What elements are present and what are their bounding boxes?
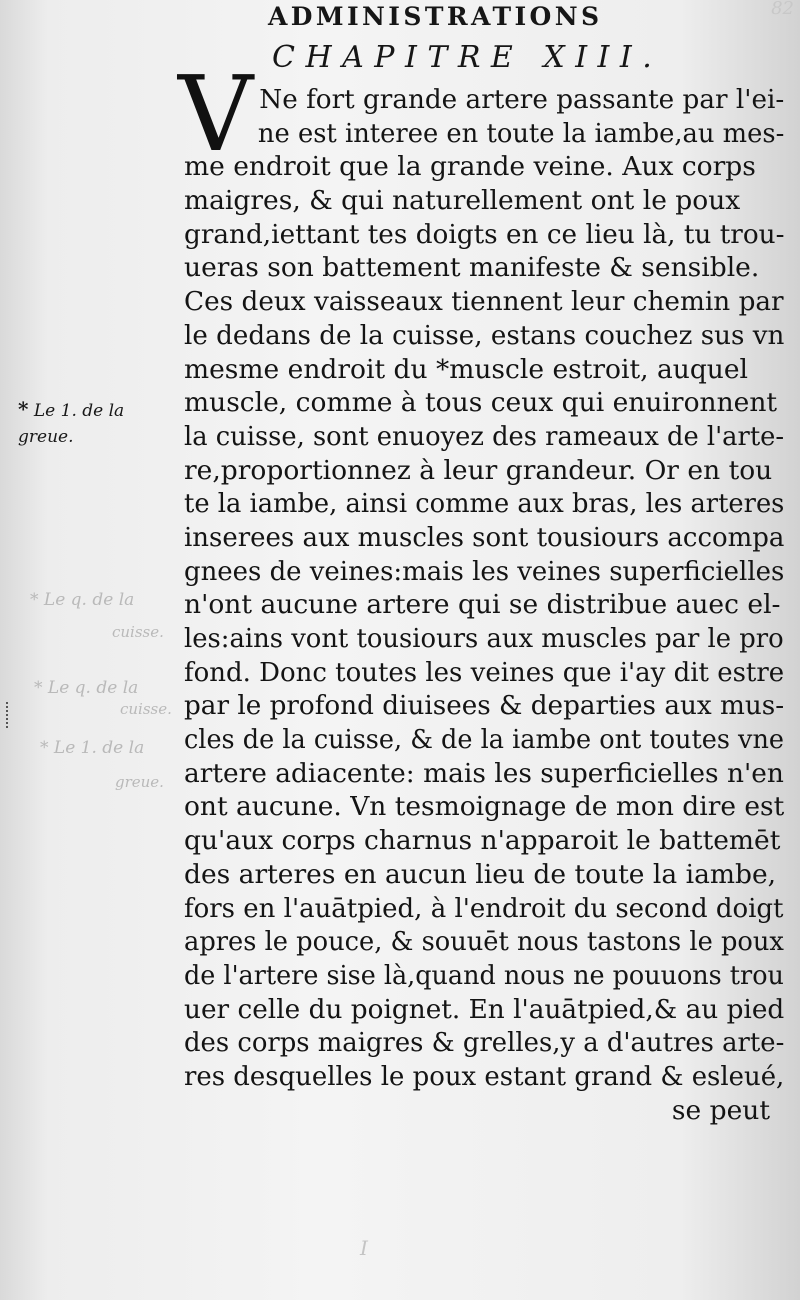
text-line: re,proportionnez à leur grandeur. Or en tou [184,454,773,486]
text-line: te la iambe, ainsi comme aux bras, les arteres [184,488,785,520]
text-line: cles de la cuisse, & de la iambe ont toutes vne [184,724,784,756]
text-line: des corps maigres & grelles,y a d'autres arte- [184,1027,785,1059]
text-line: muscle, comme à tous ceux qui enuironnent [184,387,778,419]
text-line: mesme endroit du *muscle estroit, auquel [184,353,749,385]
text-line: fond. Donc toutes les veines que i'ay dit estre [184,656,785,688]
show-through-note: * Le 1. de la [40,738,145,758]
text-line: res desquelles le poux estant grand & esleué, [184,1060,785,1092]
text-line: de l'artere sise là,quand nous ne pouuons trou [184,959,784,991]
show-through-page-number: 82 [771,0,794,19]
show-through-note: * Le q. de la [34,678,139,698]
text-line: les:ains vont tousiours aux muscles par le pro [184,623,784,654]
text-line: des arteres en aucun lieu de toute la iambe, [184,858,777,890]
marginal-note [18,396,124,450]
text-line: fors en l'auātpied, à l'endroit du second doigt [184,892,784,924]
body-text [184,83,784,1127]
running-head: ADMINISTRATIONS [268,2,603,31]
marginal-note-text: Le 1. de la [33,401,125,421]
text-line: inserees aux muscles sont tousiours accompa [184,521,785,553]
text-line: ueras son battement manifeste & sensible. [184,252,760,284]
text-line: apres le pouce, & souuēt nous tastons le poux [184,926,784,958]
text-line: grand,iettant tes doigts en ce lieu là, tu trou- [184,218,785,250]
text-line: artere adiacente: mais les superficielles n'en [184,757,784,789]
text-line: qu'aux corps charnus n'apparoit le battemēt [184,825,781,857]
show-through-note: cuisse. [112,623,164,641]
text-line: n'ont aucune artere qui se distribue auec el- [184,589,781,621]
margin-dotted-mark [6,702,10,728]
show-through-note: * Le q. de la [30,590,135,610]
marginal-note-line-1 [18,396,124,424]
text-line: ne est interee en toute la iambe,au mes- [257,117,785,149]
text-line: la cuisse, sont enuoyez des rameaux de l'arte- [184,420,785,452]
asterisk-mark: * [18,397,29,421]
show-through-mark: I [360,1236,368,1260]
text-line: le dedans de la cuisse, estans couchez sus vn [184,319,785,351]
text-line: uer celle du poignet. En l'auātpied,& au pied [184,993,785,1025]
catchword: se peut [671,1094,770,1126]
show-through-note: cuisse. [120,700,172,718]
drop-cap-initial: V [178,53,254,175]
text-line: me endroit que la grande veine. Aux corps [184,151,756,183]
text-line: gnees de veines:mais les veines superficielles [184,555,785,587]
chapter-title: CHAPITRE XIII. [272,40,663,75]
text-line: Ces deux vaisseaux tiennent leur chemin par [184,286,784,318]
text-line: par le profond diuisees & departies aux mus- [184,690,785,722]
show-through-note: greue. [115,773,164,791]
marginal-note-line-2: greue. [18,427,74,447]
text-line: Ne fort grande artere passante par l'ei- [259,84,785,115]
text-line: ont aucune. Vn tesmoignage de mon dire est [184,791,785,823]
text-line: maigres, & qui naturellement ont le poux [184,185,741,217]
